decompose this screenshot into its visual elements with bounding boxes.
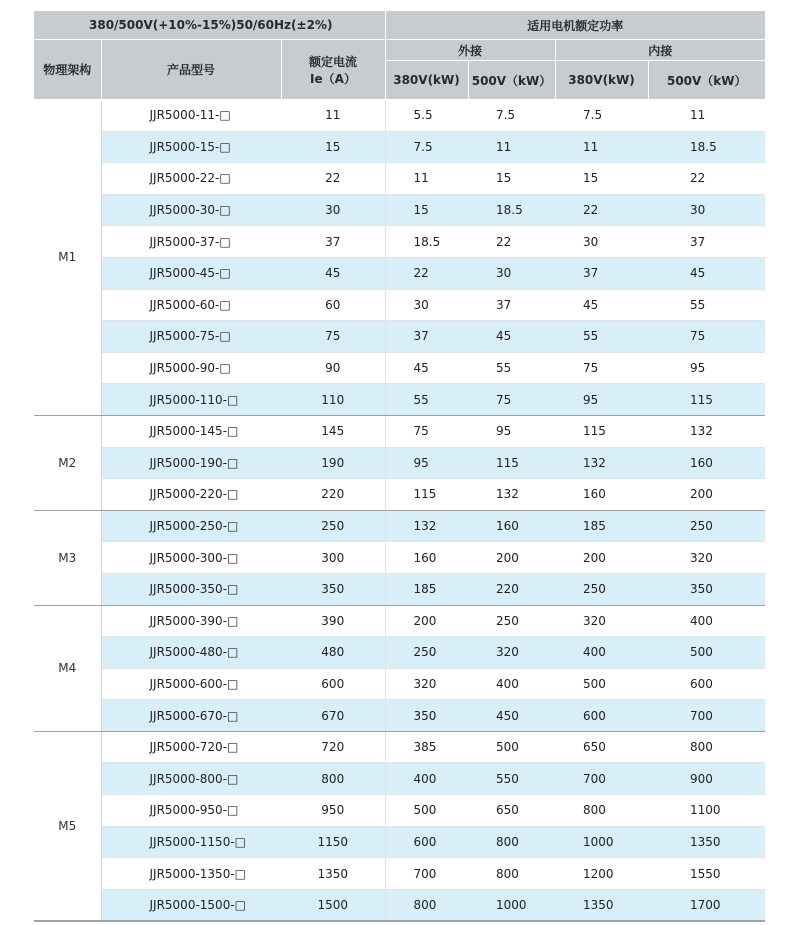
inner-380v-cell: 800 — [555, 795, 648, 827]
inner-380v-cell: 22 — [555, 194, 648, 226]
inner-380v-cell: 11 — [555, 131, 648, 163]
outer-380v-cell: 55 — [385, 384, 468, 416]
outer-500v-cell: 7.5 — [468, 100, 555, 132]
current-header-line1: 额定电流 — [308, 54, 357, 69]
outer-380v-cell: 22 — [385, 257, 468, 289]
model-cell: JJR5000-11-□ — [101, 100, 281, 132]
model-cell: JJR5000-390-□ — [101, 605, 281, 637]
outer-380v-cell: 500 — [385, 795, 468, 827]
outer-500v-cell: 11 — [468, 131, 555, 163]
model-cell: JJR5000-30-□ — [101, 194, 281, 226]
table-row — [34, 100, 765, 132]
inner-500v-cell: 320 — [648, 542, 765, 574]
frame-cell: M4 — [34, 605, 101, 731]
current-cell: 300 — [281, 542, 385, 574]
table-row — [34, 194, 765, 226]
current-cell: 1150 — [281, 826, 385, 858]
inner-500v-cell: 11 — [648, 100, 765, 132]
inner-380v-cell: 37 — [555, 257, 648, 289]
table-row — [34, 889, 765, 921]
inner-500v-cell: 55 — [648, 289, 765, 321]
model-header: 产品型号 — [101, 40, 281, 100]
table-row — [34, 763, 765, 795]
table-row — [34, 321, 765, 353]
current-cell: 30 — [281, 194, 385, 226]
model-cell: JJR5000-950-□ — [101, 795, 281, 827]
inner-380v-cell: 30 — [555, 226, 648, 258]
table-header — [34, 11, 765, 100]
outer-380v-cell: 350 — [385, 700, 468, 732]
outer-380v-cell: 30 — [385, 289, 468, 321]
outer-500v-cell: 132 — [468, 479, 555, 511]
model-cell: JJR5000-45-□ — [101, 257, 281, 289]
model-cell: JJR5000-22-□ — [101, 163, 281, 195]
table-row — [34, 163, 765, 195]
outer-500v-cell: 55 — [468, 352, 555, 384]
outer-500v-cell: 220 — [468, 573, 555, 605]
table-row — [34, 384, 765, 416]
current-cell: 22 — [281, 163, 385, 195]
outer-500v-cell: 320 — [468, 637, 555, 669]
inner-500v-cell: 18.5 — [648, 131, 765, 163]
inner-380v-cell: 185 — [555, 510, 648, 542]
table-bottom-border — [34, 921, 765, 922]
table-row — [34, 226, 765, 258]
inner-500v-cell: 1100 — [648, 795, 765, 827]
outer-380v-cell: 250 — [385, 637, 468, 669]
current-cell: 45 — [281, 257, 385, 289]
current-cell: 1500 — [281, 889, 385, 921]
current-cell: 670 — [281, 700, 385, 732]
inner-380v-cell: 55 — [555, 321, 648, 353]
inner-380v-cell: 320 — [555, 605, 648, 637]
inner-500v-cell: 1550 — [648, 858, 765, 890]
model-cell: JJR5000-800-□ — [101, 763, 281, 795]
outer-380v-cell: 185 — [385, 573, 468, 605]
inner-380v-cell: 400 — [555, 637, 648, 669]
inner-500v-cell: 1700 — [648, 889, 765, 921]
outer-380v-cell: 700 — [385, 858, 468, 890]
table-row — [34, 826, 765, 858]
inner-380v-cell: 15 — [555, 163, 648, 195]
model-cell: JJR5000-145-□ — [101, 415, 281, 447]
outer-380v-cell: 37 — [385, 321, 468, 353]
frame-cell: M2 — [34, 415, 101, 510]
outer-500v-cell: 115 — [468, 447, 555, 479]
inner-380v-cell: 1200 — [555, 858, 648, 890]
current-cell: 220 — [281, 479, 385, 511]
outer-380v-header: 380V(kW) — [385, 61, 468, 100]
model-cell: JJR5000-60-□ — [101, 289, 281, 321]
model-cell: JJR5000-110-□ — [101, 384, 281, 416]
outer-380v-cell: 115 — [385, 479, 468, 511]
table-row — [34, 605, 765, 637]
inner-500v-cell: 400 — [648, 605, 765, 637]
inner-500v-cell: 800 — [648, 731, 765, 763]
frame-header: 物理架构 — [34, 40, 101, 100]
inner-500v-cell: 600 — [648, 668, 765, 700]
model-cell: JJR5000-220-□ — [101, 479, 281, 511]
current-cell: 60 — [281, 289, 385, 321]
current-header-line2: Ie（A） — [310, 71, 356, 86]
outer-380v-cell: 18.5 — [385, 226, 468, 258]
outer-380v-cell: 95 — [385, 447, 468, 479]
outer-500v-cell: 18.5 — [468, 194, 555, 226]
current-cell: 190 — [281, 447, 385, 479]
inner-500v-cell: 900 — [648, 763, 765, 795]
table-row — [34, 352, 765, 384]
inner-380v-cell: 95 — [555, 384, 648, 416]
model-cell: JJR5000-600-□ — [101, 668, 281, 700]
current-cell: 37 — [281, 226, 385, 258]
inner-500v-cell: 1350 — [648, 826, 765, 858]
outer-380v-cell: 320 — [385, 668, 468, 700]
model-cell: JJR5000-190-□ — [101, 447, 281, 479]
inner-380v-cell: 650 — [555, 731, 648, 763]
inner-380v-cell: 1350 — [555, 889, 648, 921]
outer-380v-cell: 132 — [385, 510, 468, 542]
table-row — [34, 289, 765, 321]
current-cell: 250 — [281, 510, 385, 542]
table-row — [34, 542, 765, 574]
outer-500v-cell: 37 — [468, 289, 555, 321]
current-header — [281, 40, 385, 100]
outer-500v-cell: 160 — [468, 510, 555, 542]
inner-500v-cell: 700 — [648, 700, 765, 732]
current-cell: 350 — [281, 573, 385, 605]
inner-380v-cell: 132 — [555, 447, 648, 479]
inner-connection-header: 内接 — [555, 40, 765, 61]
table-row — [34, 668, 765, 700]
outer-500v-cell: 30 — [468, 257, 555, 289]
current-cell: 90 — [281, 352, 385, 384]
table-row — [34, 795, 765, 827]
frame-cell: M5 — [34, 731, 101, 921]
inner-500v-cell: 115 — [648, 384, 765, 416]
outer-connection-header: 外接 — [385, 40, 555, 61]
table-row — [34, 510, 765, 542]
current-cell: 15 — [281, 131, 385, 163]
motor-power-header: 适用电机额定功率 — [385, 11, 765, 40]
spec-table-container — [34, 11, 765, 922]
inner-380v-cell: 115 — [555, 415, 648, 447]
model-cell: JJR5000-720-□ — [101, 731, 281, 763]
current-cell: 11 — [281, 100, 385, 132]
model-cell: JJR5000-250-□ — [101, 510, 281, 542]
inner-500v-cell: 132 — [648, 415, 765, 447]
table-row — [34, 858, 765, 890]
inner-380v-cell: 45 — [555, 289, 648, 321]
model-cell: JJR5000-15-□ — [101, 131, 281, 163]
current-cell: 720 — [281, 731, 385, 763]
model-cell: JJR5000-75-□ — [101, 321, 281, 353]
frame-cell: M3 — [34, 510, 101, 605]
table-row — [34, 447, 765, 479]
inner-500v-cell: 200 — [648, 479, 765, 511]
model-cell: JJR5000-1150-□ — [101, 826, 281, 858]
table-row — [34, 573, 765, 605]
outer-380v-cell: 45 — [385, 352, 468, 384]
inner-500v-cell: 350 — [648, 573, 765, 605]
outer-380v-cell: 400 — [385, 763, 468, 795]
inner-500v-cell: 22 — [648, 163, 765, 195]
inner-500v-cell: 75 — [648, 321, 765, 353]
inner-380v-cell: 600 — [555, 700, 648, 732]
table-row — [34, 479, 765, 511]
table-row — [34, 415, 765, 447]
outer-380v-cell: 11 — [385, 163, 468, 195]
outer-500v-cell: 15 — [468, 163, 555, 195]
inner-380v-cell: 250 — [555, 573, 648, 605]
current-cell: 1350 — [281, 858, 385, 890]
outer-380v-cell: 800 — [385, 889, 468, 921]
outer-500v-cell: 22 — [468, 226, 555, 258]
current-cell: 950 — [281, 795, 385, 827]
outer-500v-cell: 75 — [468, 384, 555, 416]
outer-380v-cell: 15 — [385, 194, 468, 226]
inner-500v-cell: 45 — [648, 257, 765, 289]
model-cell: JJR5000-670-□ — [101, 700, 281, 732]
outer-500v-cell: 500 — [468, 731, 555, 763]
outer-500v-header: 500V（kW） — [468, 61, 555, 100]
table-row — [34, 700, 765, 732]
model-cell: JJR5000-90-□ — [101, 352, 281, 384]
outer-500v-cell: 400 — [468, 668, 555, 700]
inner-380v-cell: 7.5 — [555, 100, 648, 132]
table-row — [34, 637, 765, 669]
voltage-spec-header: 380/500V(+10%-15%)50/60Hz(±2%) — [34, 11, 385, 40]
model-cell: JJR5000-37-□ — [101, 226, 281, 258]
frame-cell: M1 — [34, 100, 101, 416]
outer-500v-cell: 450 — [468, 700, 555, 732]
outer-500v-cell: 1000 — [468, 889, 555, 921]
table-row — [34, 131, 765, 163]
model-cell: JJR5000-1350-□ — [101, 858, 281, 890]
outer-380v-cell: 160 — [385, 542, 468, 574]
model-cell: JJR5000-480-□ — [101, 637, 281, 669]
current-cell: 480 — [281, 637, 385, 669]
outer-500v-cell: 650 — [468, 795, 555, 827]
current-cell: 110 — [281, 384, 385, 416]
model-cell: JJR5000-1500-□ — [101, 889, 281, 921]
outer-500v-cell: 250 — [468, 605, 555, 637]
outer-500v-cell: 200 — [468, 542, 555, 574]
current-cell: 75 — [281, 321, 385, 353]
table-body — [34, 100, 765, 921]
inner-500v-header: 500V（kW） — [648, 61, 765, 100]
outer-500v-cell: 550 — [468, 763, 555, 795]
outer-380v-cell: 600 — [385, 826, 468, 858]
inner-500v-cell: 95 — [648, 352, 765, 384]
table-row — [34, 257, 765, 289]
inner-380v-cell: 75 — [555, 352, 648, 384]
inner-500v-cell: 37 — [648, 226, 765, 258]
inner-500v-cell: 250 — [648, 510, 765, 542]
outer-380v-cell: 5.5 — [385, 100, 468, 132]
current-cell: 600 — [281, 668, 385, 700]
outer-380v-cell: 75 — [385, 415, 468, 447]
inner-380v-cell: 700 — [555, 763, 648, 795]
model-cell: JJR5000-350-□ — [101, 573, 281, 605]
outer-500v-cell: 800 — [468, 826, 555, 858]
outer-380v-cell: 200 — [385, 605, 468, 637]
outer-500v-cell: 45 — [468, 321, 555, 353]
outer-380v-cell: 7.5 — [385, 131, 468, 163]
outer-500v-cell: 800 — [468, 858, 555, 890]
current-cell: 145 — [281, 415, 385, 447]
inner-500v-cell: 30 — [648, 194, 765, 226]
current-cell: 390 — [281, 605, 385, 637]
outer-500v-cell: 95 — [468, 415, 555, 447]
outer-380v-cell: 385 — [385, 731, 468, 763]
inner-380v-cell: 160 — [555, 479, 648, 511]
inner-500v-cell: 160 — [648, 447, 765, 479]
inner-380v-cell: 200 — [555, 542, 648, 574]
inner-500v-cell: 500 — [648, 637, 765, 669]
current-cell: 800 — [281, 763, 385, 795]
model-cell: JJR5000-300-□ — [101, 542, 281, 574]
inner-380v-cell: 500 — [555, 668, 648, 700]
table-row — [34, 731, 765, 763]
spec-table — [34, 11, 765, 921]
inner-380v-header: 380V(kW) — [555, 61, 648, 100]
inner-380v-cell: 1000 — [555, 826, 648, 858]
